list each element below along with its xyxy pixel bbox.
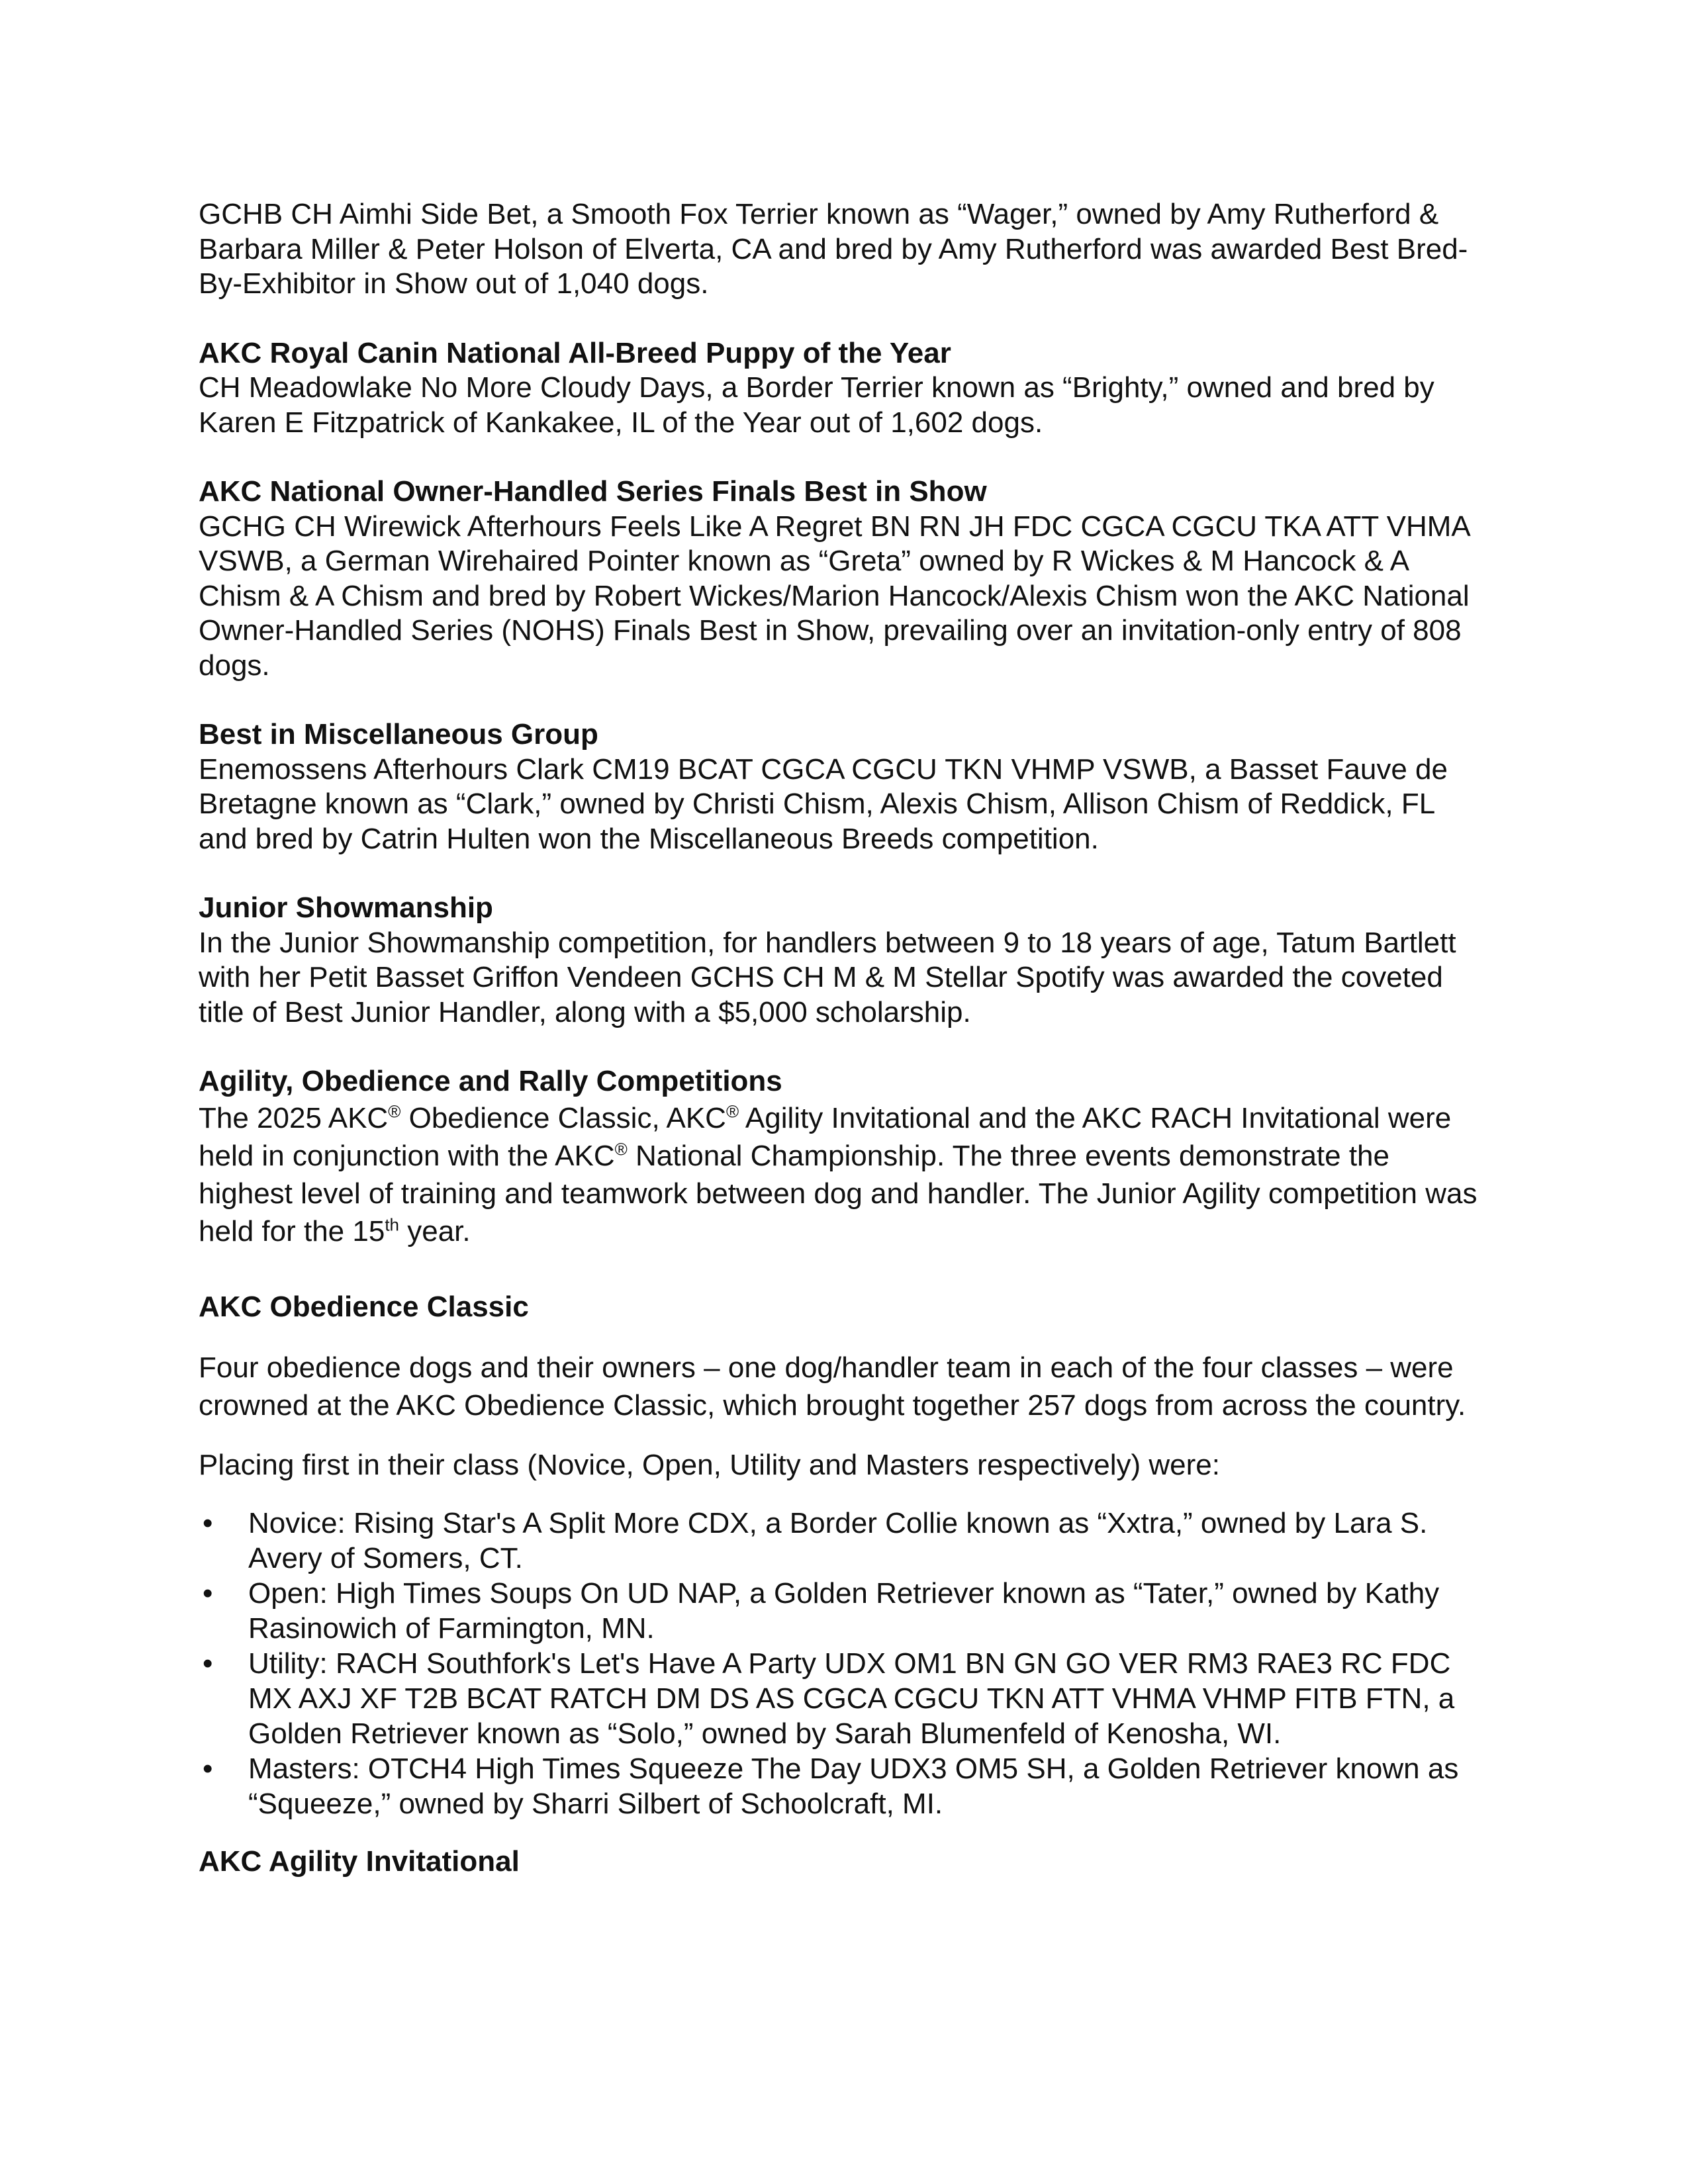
bullet-icon: • — [203, 1647, 213, 1680]
obedience-classic-placing: Placing first in their class (Novice, Open, Utility and Masters respectively) were: — [199, 1449, 1220, 1481]
agility-text-part-1: The 2025 AKC — [199, 1101, 389, 1134]
ordinal-suffix: th — [385, 1214, 400, 1234]
junior-text: In the Junior Showmanship competition, for handlers between 9 to 18 years of age, Tatum Bartlett with her Petit Basset Griffon Vendeen GCHS CH M & M Stellar Spotify was awarded the coveted title of Best Junior Handler, along with a $5,000 scholarship. — [199, 926, 1456, 1028]
bred-by-exhibitor-text: GCHB CH Aimhi Side Bet, a Smooth Fox Terrier known as “Wager,” owned by Amy Rutherford & Barbara Miller & Peter Holson of Elverta, CA and bred by Amy Rutherford was awarded Best Bred-By-Exhibitor in Show out of 1,040 dogs. — [199, 198, 1468, 300]
list-item — [199, 1751, 1489, 1821]
bred-by-exhibitor-section — [199, 197, 1489, 302]
agility-obedience-text — [199, 1099, 1489, 1250]
agility-text-part-4: National Championship. The three events demonstrate the highest level of training and teamwork between dog and handler. The Junior Agility competition was held for the 15 — [199, 1139, 1477, 1248]
winner-text: Novice: Rising Star's A Split More CDX, a Border Collie known as “Xxtra,” owned by Lara S. Avery of Somers, CT. — [248, 1507, 1428, 1574]
winner-text: Masters: OTCH4 High Times Squeeze The Day UDX3 OM5 SH, a Golden Retriever known as “Squeeze,” owned by Sharri Silbert of Schoolcraft, MI. — [248, 1752, 1459, 1820]
registered-mark: ® — [726, 1101, 739, 1121]
agility-invitational-heading: AKC Agility Invitational — [199, 1845, 520, 1878]
misc-group-section — [199, 717, 1489, 856]
agility-text-part-5: year. — [399, 1214, 471, 1248]
misc-group-text: Enemossens Afterhours Clark CM19 BCAT CGCA CGCU TKN VHMP VSWB, a Basset Fauve de Bretagne known as “Clark,” owned by Christi Chism, Alexis Chism, Allison Chism of Reddick, FL and bred by Catrin Hulten won the Miscellaneous Breeds competition. — [199, 752, 1448, 855]
list-item — [199, 1646, 1489, 1751]
agility-invitational-section — [199, 1844, 1489, 1880]
bullet-icon: • — [203, 1752, 213, 1785]
nohs-text: GCHG CH Wirewick Afterhours Feels Like A Regret BN RN JH FDC CGCA CGCU TKA ATT VHMA VSWB, a German Wirehaired Pointer known as “Greta” owned by R Wickes & M Hancock & A Chism & A Chism and bred by Robert Wickes/Marion Hancock/Alexis Chism won the AKC National Owner-Handled Series (NOHS) Finals Best in Show, prevailing over an invitation-only entry of 808 dogs. — [199, 510, 1470, 682]
junior-section — [199, 891, 1489, 1030]
nohs-heading: AKC National Owner-Handled Series Finals Best in Show — [199, 475, 987, 508]
document-page — [199, 197, 1489, 1880]
obedience-winners-list — [199, 1506, 1489, 1821]
registered-mark: ® — [388, 1101, 401, 1121]
list-item — [199, 1506, 1489, 1576]
bullet-icon: • — [203, 1577, 213, 1610]
misc-group-heading: Best in Miscellaneous Group — [199, 718, 598, 751]
puppy-of-year-section — [199, 336, 1489, 441]
registered-mark: ® — [614, 1138, 628, 1159]
puppy-of-year-heading: AKC Royal Canin National All-Breed Puppy of the Year — [199, 336, 951, 369]
nohs-section — [199, 475, 1489, 683]
list-item — [199, 1576, 1489, 1646]
bullet-icon: • — [203, 1507, 213, 1539]
obedience-classic-intro: Four obedience dogs and their owners – one dog/handler team in each of the four classes – were crowned at the AKC Obedience Classic, which brought together 257 dogs from across the country. — [199, 1351, 1466, 1422]
agility-obedience-heading: Agility, Obedience and Rally Competitions — [199, 1065, 782, 1097]
junior-heading: Junior Showmanship — [199, 891, 493, 924]
puppy-of-year-text: CH Meadowlake No More Cloudy Days, a Border Terrier known as “Brighty,” owned and bred by Karen E Fitzpatrick of Kankakee, IL of the Year out of 1,602 dogs. — [199, 371, 1434, 439]
agility-text-part-3: Agility Invitational and the AKC RACH Invitational were held in conjunction with the AKC — [199, 1101, 1452, 1172]
winner-text: Open: High Times Soups On UD NAP, a Golden Retriever known as “Tater,” owned by Kathy Rasinowich of Farmington, MN. — [248, 1577, 1440, 1645]
agility-text-part-2: Obedience Classic, AKC — [400, 1101, 726, 1134]
agility-obedience-section — [199, 1064, 1489, 1250]
winner-text: Utility: RACH Southfork's Let's Have A Party UDX OM1 BN GN GO VER RM3 RAE3 RC FDC MX AXJ XF T2B BCAT RATCH DM DS AS CGCA CGCU TKN ATT VHMA VHMP FITB FTN, a Golden Retriever known as “Solo,” owned by Sarah Blumenfeld of Kenosha, WI. — [248, 1647, 1455, 1750]
obedience-classic-heading: AKC Obedience Classic — [199, 1290, 529, 1323]
obedience-classic-section — [199, 1290, 1489, 1822]
